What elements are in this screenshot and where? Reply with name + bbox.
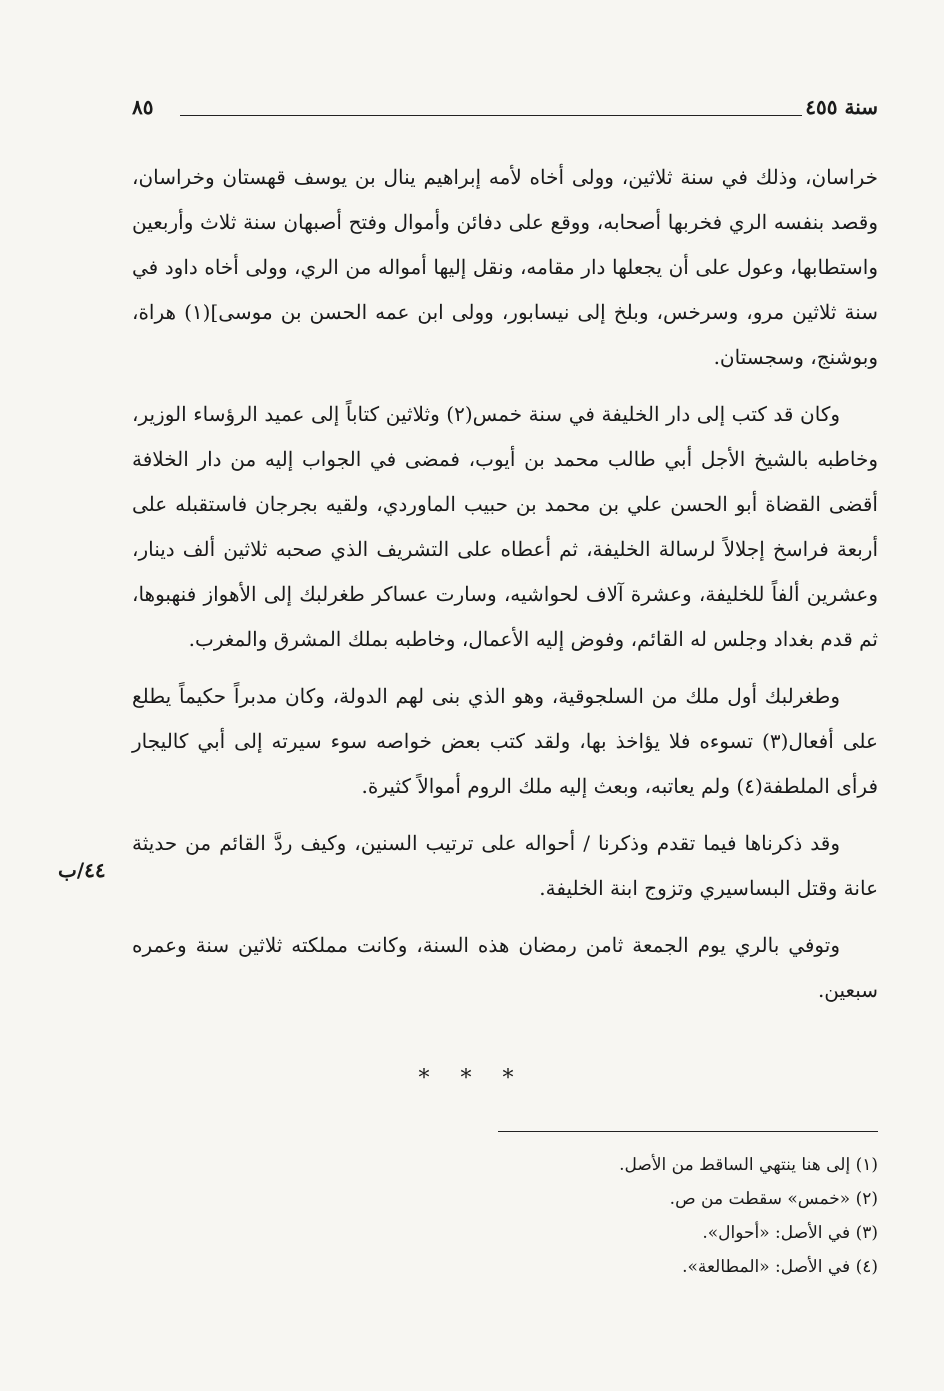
page-header: [132, 95, 878, 129]
footnote-rule: [498, 1131, 878, 1132]
paragraph-5: وتوفي بالري يوم الجمعة ثامن رمضان هذه السنة، وكانت مملكته ثلاثين سنة وعمره سبعين.: [132, 933, 878, 1002]
main-text: [132, 155, 878, 1025]
paragraph-2: وكان قد كتب إلى دار الخليفة في سنة خمس(٢) وثلاثين كتاباً إلى عميد الرؤساء الوزير، وخاطبه بالشيخ الأجل أبي طالب محمد بن أيوب، فمضى في الجواب إليه من دار الخلافة أقضى القضاة أبو الحسن علي بن محمد بن حبيب الماوردي، ولقيه بجرجان فاستقبله على أربعة فراسخ إجلالاً لرسالة الخليفة، ثم أعطاه على التشريف الذي صحبه ثلاثين ألف دينار، وعشرين ألفاً للخليفة، وعشرة آلاف لحواشيه، وسارت عساكر طغرلبك إلى الأهواز فنهبوها، ثم قدم بغداد وجلس له القائم، وفوض إليه الأعمال، وخاطبه بملك المشرق والمغرب.: [132, 402, 879, 651]
page-number: ٨٥: [132, 95, 154, 119]
footnote-3: (٣) في الأصل: «أحوال».: [702, 1223, 878, 1243]
footnotes: [132, 1148, 878, 1284]
header-rule: [180, 115, 802, 116]
running-title: سنة ٤٥٥: [805, 95, 878, 119]
manuscript-folio-marker: ٤٤/ب: [58, 858, 106, 882]
section-separator: * * *: [418, 1066, 526, 1091]
paragraph-1: خراسان، وذلك في سنة ثلاثين، وولى أخاه لأمه إبراهيم ينال بن يوسف قهستان وخراسان، وقصد بنفسه الري فخربها أصحابه، ووقع على دفائن وأموال وفتح أصبهان سنة ثلاث وأربعين واستطابها، وعول على أن يجعلها دار مقامه، ونقل إليها أمواله من الري، وولى أخاه داود في سنة ثلاثين مرو، وسرخس، وبلخ إلى نيسابور، وولى ابن عمه الحسن بن موسى](١) هراة، وبوشنج، وسجستان.: [132, 165, 878, 369]
footnote-1: (١) إلى هنا ينتهي الساقط من الأصل.: [619, 1155, 878, 1175]
footnote-4: (٤) في الأصل: «المطالعة».: [682, 1257, 878, 1277]
footnote-2: (٢) «خمس» سقطت من ص.: [669, 1189, 878, 1209]
paragraph-3: وطغرلبك أول ملك من السلجوقية، وهو الذي بنى لهم الدولة، وكان مدبراً حكيماً يطلع على أفعال(٣) تسوءه فلا يؤاخذ بها، ولقد كتب بعض خواصه سوء سيرته إلى أبي كاليجار فرأى الملطفة(٤) ولم يعاتبه، وبعث إليه ملك الروم أموالاً كثيرة.: [132, 684, 878, 798]
paragraph-4: وقد ذكرناها فيما تقدم وذكرنا / أحواله على ترتيب السنين، وكيف ردَّ القائم من حديثة عانة وقتل البساسيري وتزوج ابنة الخليفة.: [132, 831, 878, 900]
